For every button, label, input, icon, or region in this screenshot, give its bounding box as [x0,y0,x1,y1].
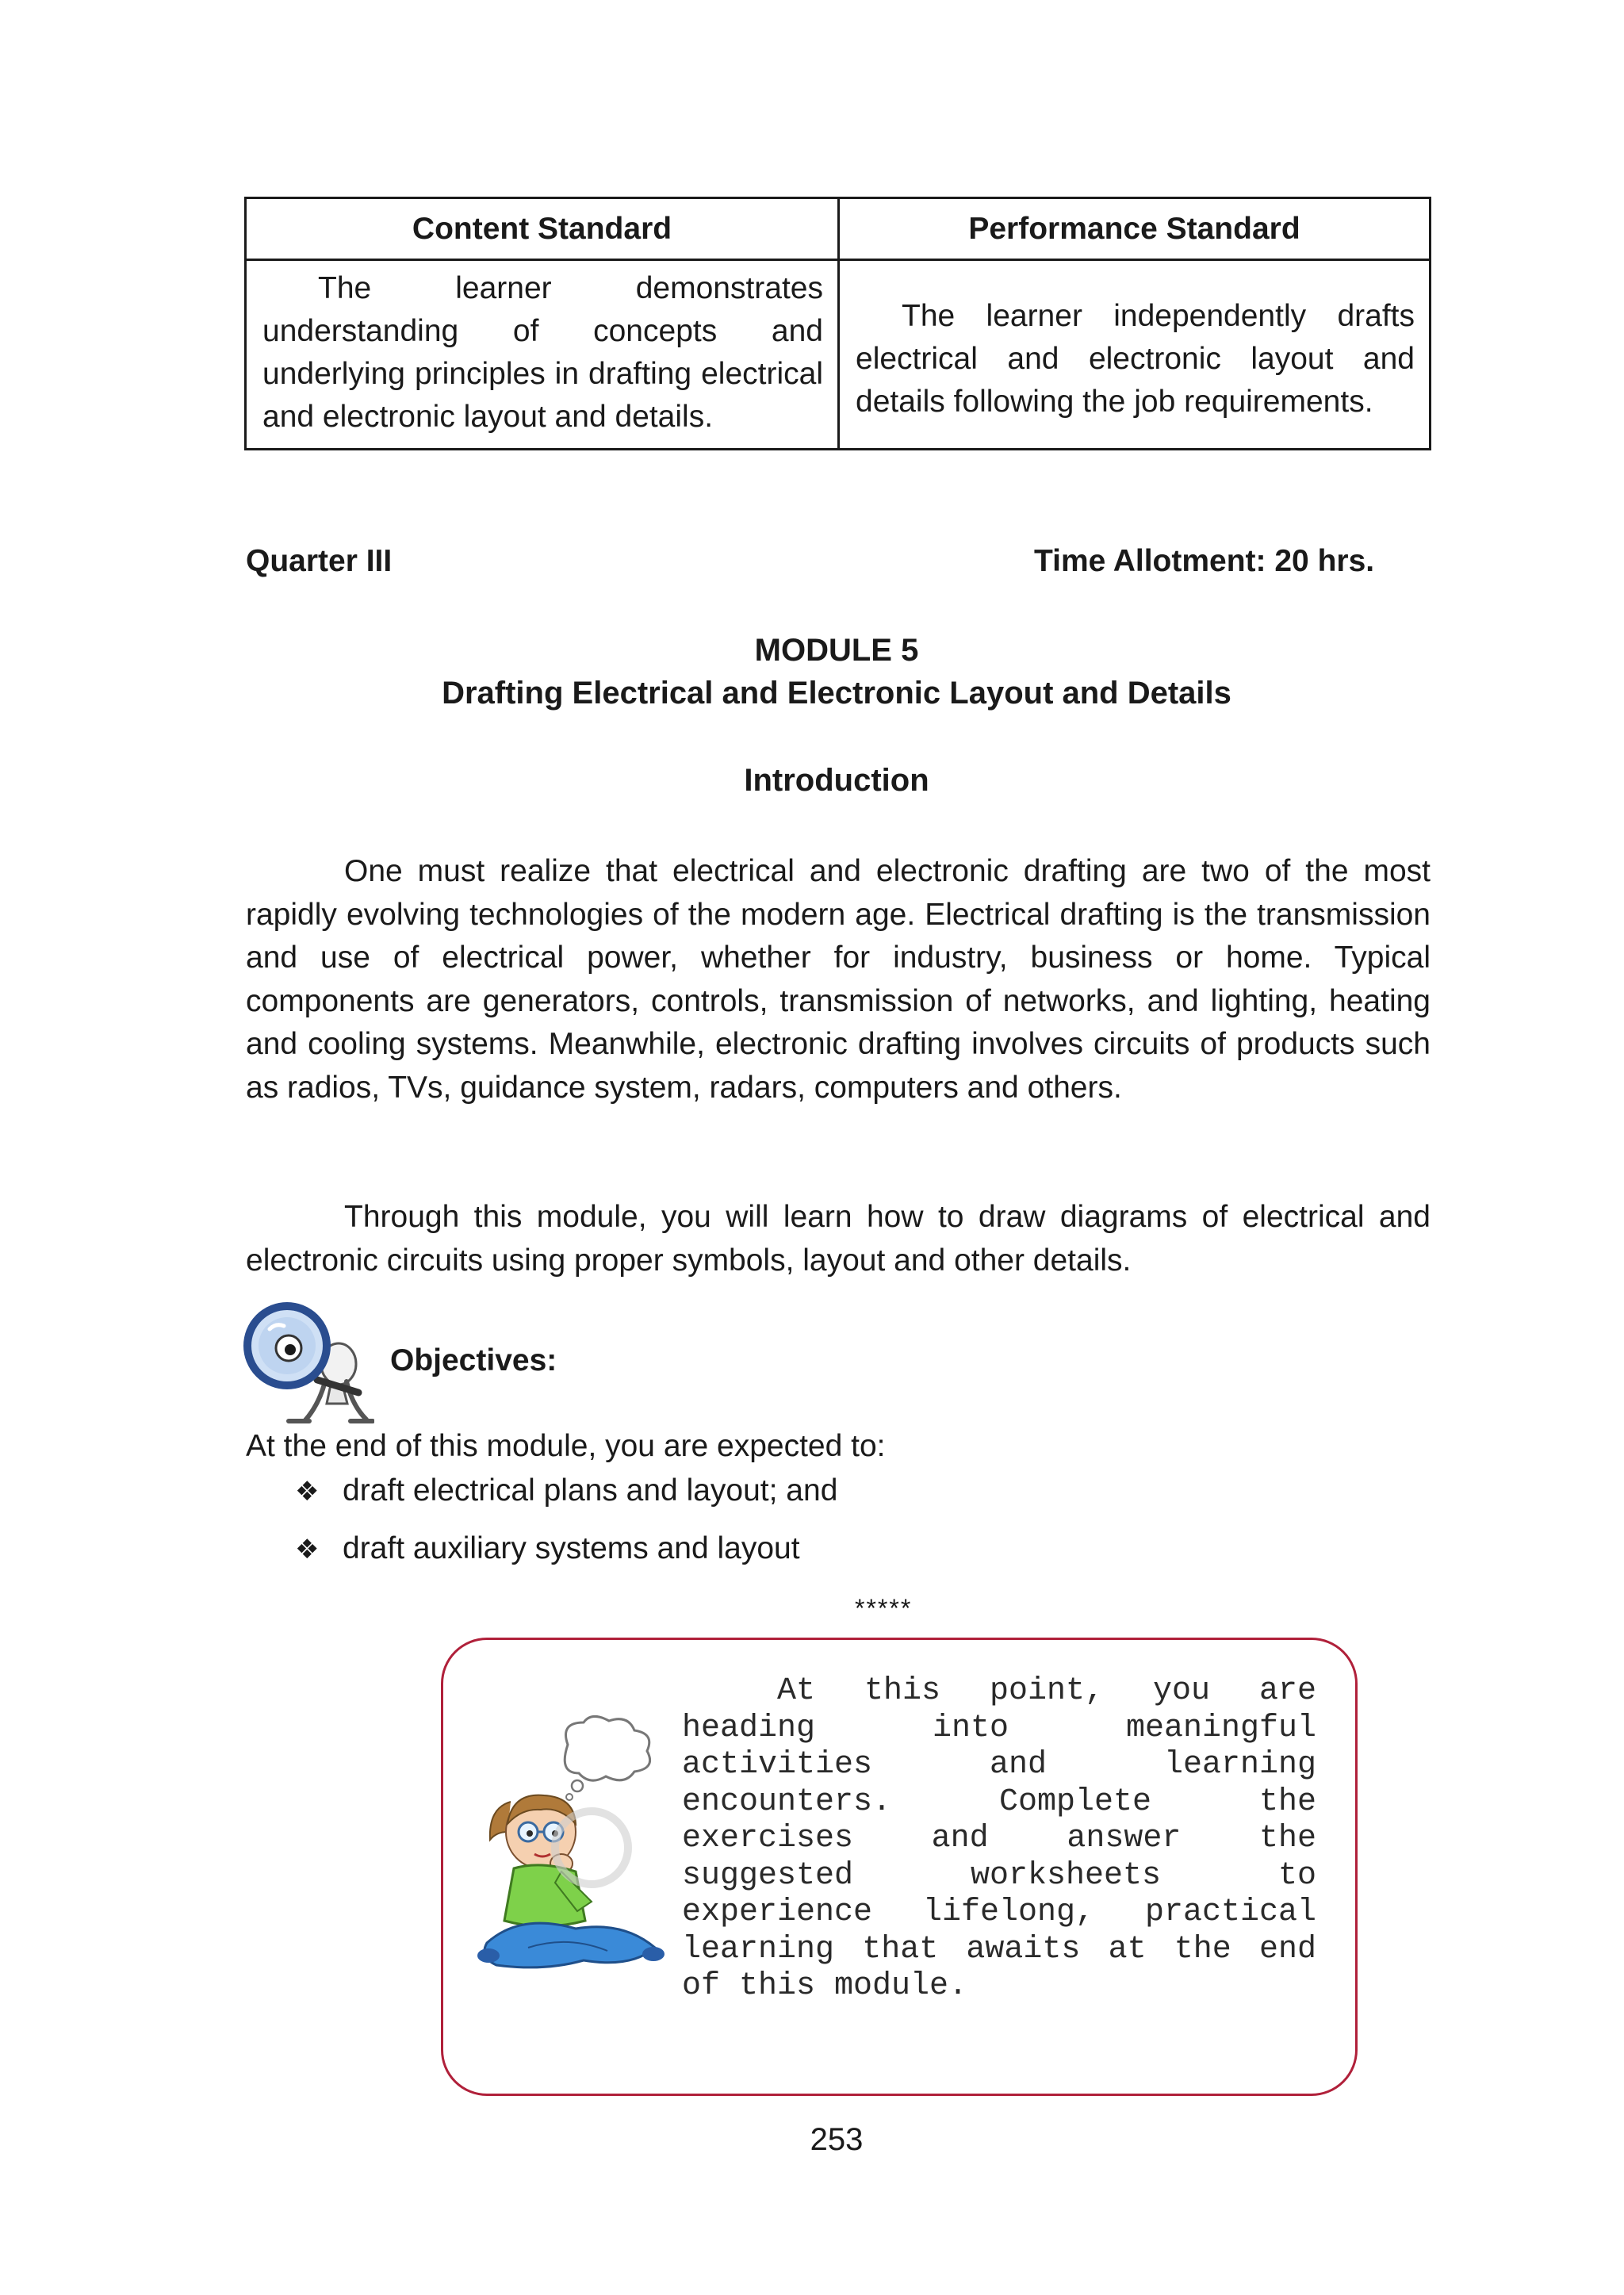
standards-table [244,197,1431,450]
intro-paragraph-1: One must realize that electrical and electronic drafting are two of the most rapidly evolving technologies of the modern age. Electrical drafting is the transmission and use of electrical power, whether for industry, business or home. Typical components are generators, controls, transmission of networks, and lighting, heating and cooling systems. Meanwhile, electronic drafting involves circuits of products such as radios, TVs, guidance system, radars, computers and others. [246,854,1431,1105]
list-item: ❖ draft electrical plans and layout; and [295,1469,837,1527]
performance-standard-text: The learner independently drafts electrical and electronic layout and details following the job requirements. [839,260,1431,450]
bullet-diamond-icon: ❖ [295,1477,320,1507]
module-title: Drafting Electrical and Electronic Layout and Details [442,676,1231,711]
quarter-label: Quarter III [246,544,393,578]
intro-paragraph-2: Through this module, you will learn how to draw diagrams of electrical and electronic circuits using proper symbols, layout and other details. [246,1200,1431,1278]
list-item: ❖ draft auxiliary systems and layout [295,1527,837,1585]
module-number: MODULE 5 [754,633,919,668]
callout-text: At this point, you are heading into meaningful activities and learning encounters. Complete the exercises and answer the suggested worksheets to experience lifelong, practical learning that awaits at the end of this module. [682,1673,1316,2004]
magnifier-mascot-icon [232,1302,374,1429]
objectives-list [295,1469,837,1585]
content-standard-text: The learner demonstrates understanding of concepts and underlying principles in drafting electrical and electronic layout and details. [246,260,839,450]
thinking-girl-icon [473,1713,671,1983]
time-allotment: Time Allotment: 20 hrs. [1034,544,1375,578]
bullet-diamond-icon: ❖ [295,1534,320,1565]
section-separator: ***** [855,1594,913,1623]
content-standard-header: Content Standard [246,198,839,260]
performance-standard-header: Performance Standard [839,198,1431,260]
objectives-lead: At the end of this module, you are expected to: [246,1429,886,1463]
introduction-heading: Introduction [744,763,929,798]
page-number: 253 [810,2122,864,2157]
objectives-heading: Objectives: [390,1343,557,1377]
